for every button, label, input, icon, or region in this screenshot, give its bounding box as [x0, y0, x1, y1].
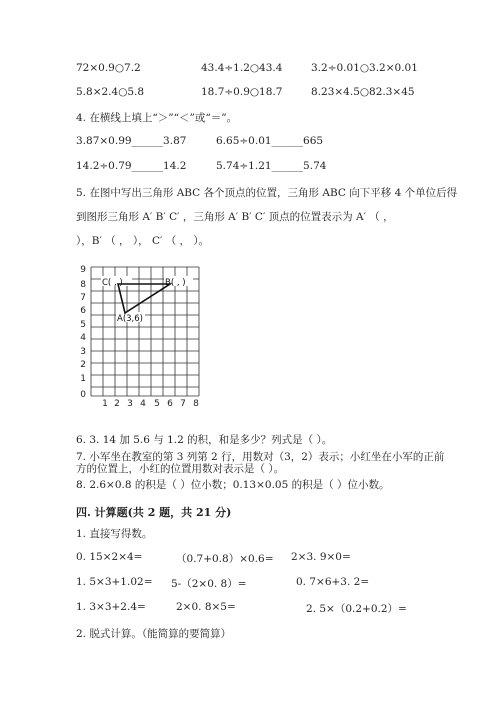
q4-row2-right: 5.74÷1.21______5.74 — [216, 160, 327, 172]
calc-2-1: 1. 5×3+1.02= — [76, 576, 153, 588]
q5-line3: ），B′ （ ， ）， C′ （ ， ）。 — [76, 235, 210, 247]
section-4-q2: 2. 脱式计算。（能简算的要简算） — [76, 628, 232, 640]
x-tick: 3 — [127, 399, 133, 409]
calc-1-3: 2×3. 9×0= — [291, 551, 351, 563]
x-tick: 7 — [180, 399, 186, 409]
q4-row1-left: 3.87×0.99______3.87 — [76, 135, 187, 147]
calc-3-3: 2. 5×（0.2+0.2）= — [306, 603, 407, 615]
q5-line2: 到图形三角形 A′ B′ C′ ，三角形 A′ B′ C′ 顶点的位置表示为 A′ （ ， — [76, 211, 394, 223]
compare-1-3: 3.2÷0.01○3.2×0.01 — [311, 62, 418, 74]
y-axis-tick-labels — [80, 265, 86, 400]
compare-2-2: 18.7÷0.9○18.7 — [201, 86, 283, 98]
q6: 6. 3. 14 加 5.6 与 1.2 的积，和是多少？列式是（ ）。 — [76, 434, 333, 446]
x-tick: 1 — [102, 399, 108, 409]
x-axis-tick-labels — [102, 399, 199, 409]
section-4-title: 四. 计算题(共 2 题，共 21 分) — [76, 506, 232, 519]
calc-1-1: 0. 15×2×4= — [76, 551, 143, 563]
x-tick: 2 — [114, 399, 120, 409]
compare-1-1: 72×0.9○7.2 — [76, 62, 141, 74]
y-tick: 6 — [80, 306, 86, 316]
q8: 8. 2.6×0.8 的积是（ ）位小数；0.13×0.05 的积是（ ）位小数。 — [76, 479, 390, 491]
q7-line1: 7. 小军坐在教室的第 3 列第 2 行，用数对（3，2）表示；小红坐在小军的正前 — [76, 451, 445, 463]
x-tick: 8 — [193, 399, 199, 409]
y-tick: 3 — [80, 347, 86, 357]
triangle-abc — [118, 284, 170, 313]
vertex-b-label: B( , ) — [165, 278, 186, 288]
x-tick: 6 — [167, 399, 173, 409]
y-tick: 4 — [80, 333, 86, 343]
y-tick: 8 — [80, 280, 86, 290]
calc-2-3: 0. 7×6+3. 2= — [296, 576, 370, 588]
y-tick: 0 — [80, 390, 86, 400]
compare-2-1: 5.8×2.4○5.8 — [76, 86, 145, 98]
q4-prompt: 4. 在横线上填上“＞”“＜”或“＝”。 — [76, 112, 238, 124]
q4-row2-left: 14.2÷0.79______14.2 — [76, 160, 187, 172]
q7-line2: 方的位置上，小红的位置用数对表示是（ ）。 — [76, 463, 285, 475]
y-tick: 2 — [80, 360, 86, 370]
calc-2-2: 5-（2×0. 8）= — [171, 578, 247, 590]
vertex-c-label: C( , ) — [102, 278, 123, 288]
compare-2-3: 8.23×4.5○82.3×45 — [311, 86, 415, 98]
compare-1-2: 43.4÷1.2○43.4 — [201, 62, 283, 74]
y-tick: 9 — [80, 265, 86, 275]
y-tick: 7 — [80, 293, 86, 303]
calc-3-1: 1. 3×3+2.4= — [76, 601, 146, 613]
section-4-q1: 1. 直接写得数。 — [76, 528, 153, 540]
q4-row1-right: 6.65÷0.01______665 — [216, 135, 324, 147]
calc-1-2: （0.7+0.8）×0.6= — [176, 553, 274, 565]
x-tick: 4 — [140, 399, 146, 409]
vertex-a-label: A(3,6) — [117, 314, 143, 324]
y-tick: 5 — [80, 320, 86, 330]
calc-3-2: 2×0. 8×5= — [176, 601, 236, 613]
x-tick: 5 — [154, 399, 160, 409]
y-tick: 1 — [80, 374, 86, 384]
q5-line1: 5. 在图中写出三角形 ABC 各个顶点的位置，三角形 ABC 向下平移 4 个单位后得 — [76, 187, 458, 199]
